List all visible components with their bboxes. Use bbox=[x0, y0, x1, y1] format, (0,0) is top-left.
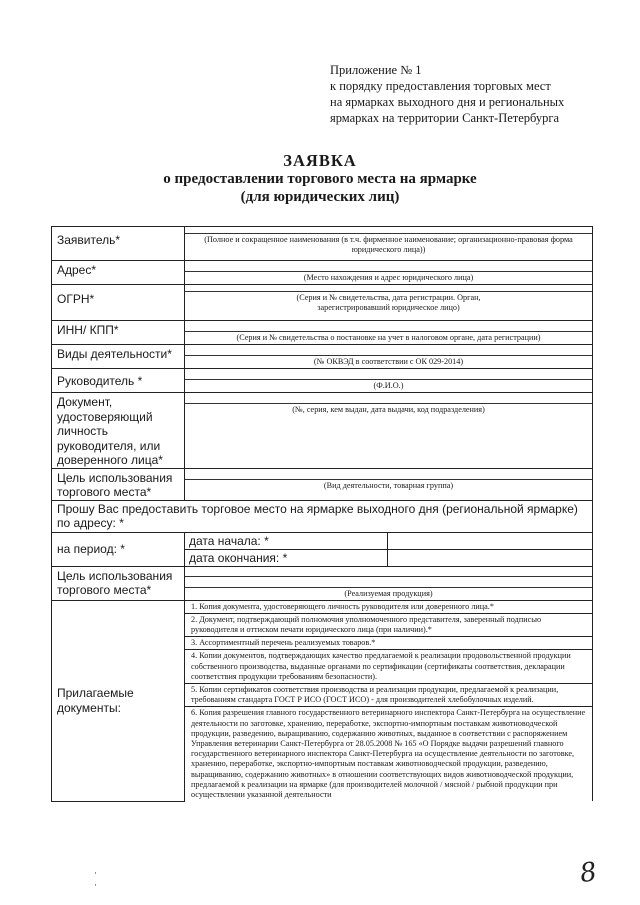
field-label: Руководитель * bbox=[52, 369, 185, 393]
appendix-block bbox=[330, 62, 564, 126]
page-mark: 8 bbox=[577, 856, 599, 890]
applicant-field[interactable] bbox=[185, 227, 593, 261]
appendix-line: на ярмарках выходного дня и региональных bbox=[330, 95, 565, 109]
field-label: Виды деятельности* bbox=[52, 345, 185, 369]
field-label: ИНН/ КПП* bbox=[52, 321, 185, 345]
field-label: Документ, удостоверяющий личность руководителя, или доверенного лица* bbox=[52, 393, 185, 469]
purpose-field[interactable] bbox=[185, 468, 593, 500]
form-row bbox=[52, 321, 593, 345]
field-label: Заявитель* bbox=[52, 227, 185, 261]
field-hint: (№, серия, кем выдан, дата выдачи, код подразделения) bbox=[292, 405, 485, 414]
field-hint: (Место нахождения и адрес юридического лица) bbox=[303, 273, 474, 282]
form-row bbox=[52, 600, 593, 613]
title-main: ЗАЯВКА bbox=[283, 151, 357, 170]
products-field[interactable] bbox=[185, 566, 593, 600]
application-form-table bbox=[51, 226, 593, 802]
form-row bbox=[52, 500, 593, 532]
form-row bbox=[52, 261, 593, 285]
end-date-input[interactable] bbox=[388, 549, 593, 566]
form-row bbox=[52, 393, 593, 469]
inn-kpp-field[interactable] bbox=[185, 321, 593, 345]
start-date-label: дата начала: * bbox=[185, 532, 388, 549]
documents-label: Прилагаемые документы: bbox=[52, 600, 185, 801]
document-item[interactable]: 3. Ассортиментный перечень реализуемых товаров.* bbox=[185, 637, 593, 650]
field-label: Адрес* bbox=[52, 261, 185, 285]
title-line: (для юридических лиц) bbox=[240, 189, 400, 205]
document-item[interactable]: 1. Копия документа, удостоверяющего личность руководителя или доверенного лица.* bbox=[185, 600, 593, 613]
field-hint: (Вид деятельности, товарная группа) bbox=[323, 480, 454, 490]
form-row bbox=[52, 532, 593, 549]
field-hint: (Серия и № свидетельства о постановке на учет в налоговом органе, дата регистрации) bbox=[236, 333, 541, 342]
form-row bbox=[52, 345, 593, 369]
field-label: ОГРН* bbox=[52, 285, 185, 321]
form-row bbox=[52, 468, 593, 500]
identity-document-field[interactable] bbox=[185, 393, 593, 469]
start-date-input[interactable] bbox=[388, 532, 593, 549]
field-hint: (№ ОКВЭД в соответствии с ОК 029-2014) bbox=[313, 357, 464, 366]
scan-dot: · bbox=[94, 880, 97, 890]
document-item[interactable]: 5. Копии сертификатов соответствия производства и реализации продукции, предлагаемой к реализации, требованиям стандарта ГОСТ Р ИСО (ГОСТ ИСО) - для производителей хлебобулочных изделий. bbox=[185, 683, 593, 706]
activity-types-field[interactable] bbox=[185, 345, 593, 369]
appendix-line: ярмарках на территории Санкт-Петербурга bbox=[330, 111, 560, 125]
form-row bbox=[52, 227, 593, 261]
appendix-line: Приложение № 1 bbox=[330, 63, 422, 77]
ogrn-field[interactable] bbox=[185, 285, 593, 321]
document-item[interactable]: 2. Документ, подтверждающий полномочия уполномоченного представителя, заверенный подписью руководителя и оттиском печати юридического лица (при наличии).* bbox=[185, 613, 593, 636]
period-label: на период: * bbox=[52, 532, 185, 566]
field-hint: (Полное и сокращенное наименования (в т.ч. фирменное наименование; организационно-правовая форма юридического лица)) bbox=[204, 235, 573, 254]
title-line: о предоставлении торгового места на ярмарке bbox=[163, 171, 477, 187]
field-hint: (Реализуемая продукция) bbox=[344, 588, 433, 598]
scan-dot: · bbox=[94, 868, 97, 878]
director-field[interactable] bbox=[185, 369, 593, 393]
field-label: Цель использования торгового места* bbox=[52, 566, 185, 600]
document-item[interactable]: 4. Копии документов, подтверждающих качество предлагаемой к реализации продовольственной продукции собственного производства, выданные органами по сертификации (сертификаты соответствия, декларации соответствия продукции требованиям безопасности). bbox=[185, 650, 593, 684]
document-item[interactable]: 6. Копия разрешения главного государственного ветеринарного инспектора Санкт-Петербурга на осуществление деятельности по заготовке, хранению, переработке, экспортно-импортным поставкам животноводческой продукции, разведению, выращиванию, содержанию животных, выданное в соответствии с распоряжением Управления ветеринарии Санкт-Петербурга от 28.05.2008 № 165 «О Порядке выдачи разрешений главного государственного ветеринарного инспектора Санкт-Петербурга на осуществление деятельности по заготовке, хранению, переработке, экспортно-импортным поставкам животноводческой продукции, разведению, выращиванию, содержанию животных» в отношении соответствующих видов животноводческой продукции, предлагаемой к реализации на ярмарке (для производителей молочной / мясной / рыбной продукции при осуществлении указанной деятельности bbox=[185, 707, 593, 801]
field-hint: (Серия и № свидетельства, дата регистрации. Орган, зарегистрировавший юридическое лицо) bbox=[296, 293, 481, 312]
form-row bbox=[52, 285, 593, 321]
end-date-label: дата окончания: * bbox=[185, 549, 388, 566]
document-title bbox=[0, 152, 640, 206]
form-row bbox=[52, 369, 593, 393]
request-address-field[interactable]: Прошу Вас предоставить торговое место на ярмарке выходного дня (региональной ярмарке) по адресу: * bbox=[52, 500, 593, 532]
form-row bbox=[52, 566, 593, 600]
address-field[interactable] bbox=[185, 261, 593, 285]
appendix-line: к порядку предоставления торговых мест bbox=[330, 79, 551, 93]
field-label: Цель использования торгового места* bbox=[52, 468, 185, 500]
field-hint: (Ф.И.О.) bbox=[373, 381, 404, 390]
